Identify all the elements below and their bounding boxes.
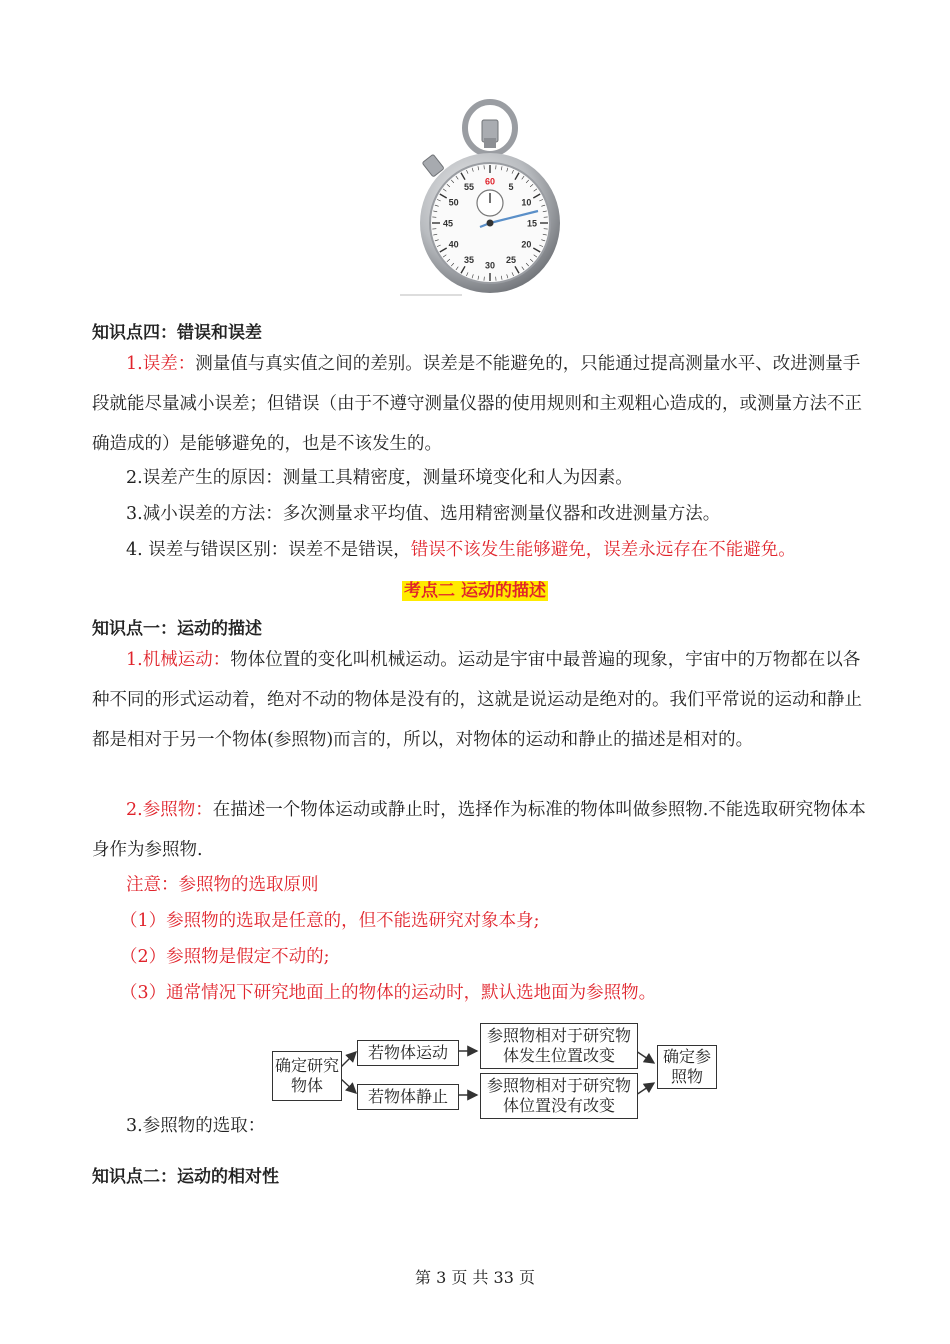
text-difference: 4. 误差与错误区别：误差不是错误， — [126, 540, 411, 560]
note-item: （1）参照物的选取是任意的，但不能选研究对象本身; — [120, 911, 540, 931]
flow-box-still: 若物体静止 — [357, 1084, 459, 1110]
text-error: 测量值与真实值之间的差别。误差是不能避免的，只能通过提高测量水平、改进测量手段就能尽量减小误差；但错误（由于不遵守测量仪器的使用规则和主观粗心造成的，或测量方法不正确造成的）是能够避免的，也是不该发生的。 — [92, 354, 862, 454]
paragraph-difference — [92, 530, 872, 570]
label-mechanical-motion: 1.机械运动： — [126, 650, 231, 670]
dial-number: 30 — [484, 260, 496, 271]
text-difference-red: 错误不该发生能够避免，误差永远存在不能避免。 — [410, 540, 796, 560]
dial-number: 45 — [442, 218, 454, 229]
dial-number: 5 — [508, 182, 514, 193]
dial-number: 35 — [463, 254, 475, 265]
paragraph-error-causes: 2.误差产生的原因：测量工具精密度，测量环境变化和人为因素。 — [126, 468, 633, 488]
dial-number: 20 — [521, 239, 532, 250]
paragraph-reference-selection: 3.参照物的选取： — [126, 1116, 266, 1136]
dial-number: 10 — [521, 197, 532, 208]
dial-number: 50 — [448, 197, 459, 208]
heading-relativity: 知识点二：运动的相对性 — [92, 1167, 279, 1187]
dial-number: 25 — [505, 254, 517, 265]
heading-motion: 知识点一：运动的描述 — [92, 619, 262, 639]
label-reference-object: 2.参照物： — [126, 800, 213, 820]
dial-number: 60 — [484, 176, 496, 187]
flow-box-end: 确定参照物 — [657, 1045, 717, 1089]
flow-box-start: 确定研究物体 — [272, 1051, 342, 1101]
text-reference-object: 在描述一个物体运动或静止时，选择作为标准的物体叫做参照物.不能选取研究物体本身作为参照物. — [92, 800, 866, 860]
text-mechanical-motion: 物体位置的变化叫机械运动。运动是宇宙中最普遍的现象，宇宙中的万物都在以各种不同的形式运动着，绝对不动的物体是没有的，这就是说运动是绝对的。我们平常说的运动和静止都是相对于另一个物体(参照物)而言的，所以，对物体的运动和静止的描述是相对的。 — [92, 650, 862, 750]
dial-number: 15 — [526, 218, 538, 229]
stopwatch-image — [400, 98, 560, 298]
page-footer: 第 3 页 共 33 页 — [415, 1268, 535, 1287]
dial-number: 55 — [463, 182, 475, 193]
heading-errors: 知识点四：错误和误差 — [92, 323, 262, 343]
note-block — [120, 867, 866, 1011]
note-item: （2）参照物是假定不动的; — [120, 947, 330, 967]
paragraph-mechanical-motion — [92, 640, 872, 760]
note-item: （3）通常情况下研究地面上的物体的运动时，默认选地面为参照物。 — [120, 983, 657, 1003]
dial-number: 40 — [448, 239, 459, 250]
note-title: 注意：参照物的选取原则 — [126, 875, 319, 895]
flow-box-changed: 参照物相对于研究物体发生位置改变 — [480, 1023, 638, 1069]
exam-point-title: 考点二 运动的描述 — [404, 581, 546, 601]
label-error: 1.误差： — [126, 354, 196, 374]
flow-box-unchanged: 参照物相对于研究物体位置没有改变 — [480, 1073, 638, 1119]
paragraph-reference-object — [92, 790, 872, 870]
paragraph-reduce-error: 3.减小误差的方法：多次测量求平均值、选用精密测量仪器和改进测量方法。 — [126, 504, 721, 524]
flow-box-moving: 若物体运动 — [357, 1040, 459, 1066]
paragraph-error-definition — [92, 344, 872, 464]
